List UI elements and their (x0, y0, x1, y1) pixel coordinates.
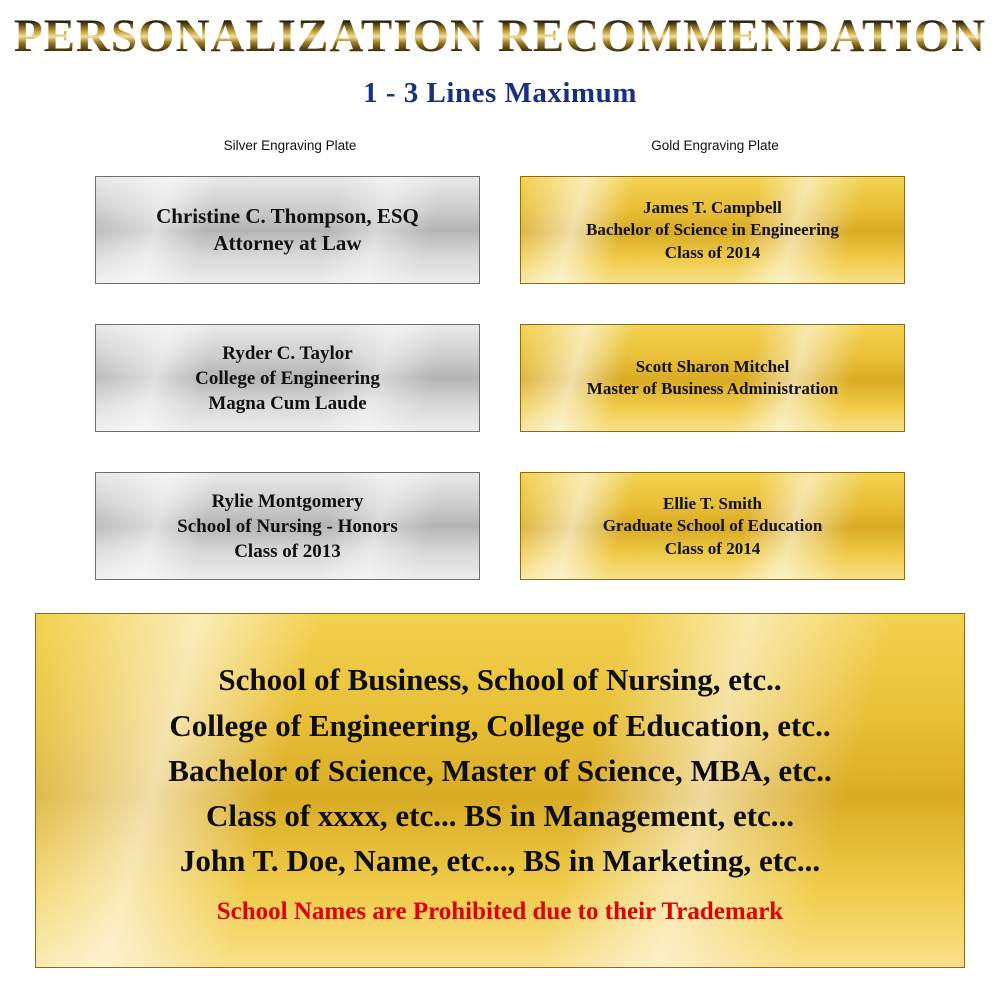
silver-plate-sample-3 (95, 472, 480, 580)
banner-line: College of Engineering, College of Education, etc.. (169, 707, 831, 743)
plate-line: Christine C. Thompson, ESQ (156, 203, 419, 228)
plate-line: Ellie T. Smith (662, 493, 763, 513)
silver-plate-sample-2 (95, 324, 480, 432)
gold-plate-sample-2 (520, 324, 905, 432)
plate-line: Master of Business Administration (586, 379, 839, 399)
plate-line: Class of 2014 (664, 242, 761, 262)
column-captions (0, 138, 1000, 160)
page-title: PERSONALIZATION RECOMMENDATION (0, 0, 1000, 61)
banner-line: Bachelor of Science, Master of Science, MBA, etc.. (168, 752, 832, 788)
plate-line: Class of 2013 (234, 540, 341, 562)
plate-line: Magna Cum Laude (208, 392, 367, 414)
silver-plate-sample-1 (95, 176, 480, 284)
silver-column-caption: Silver Engraving Plate (223, 138, 357, 154)
page-subtitle: 1 - 3 Lines Maximum (363, 77, 637, 110)
gold-plate-sample-3 (520, 472, 905, 580)
plate-line: Scott Sharon Mitchel (635, 356, 790, 376)
plate-line: College of Engineering (195, 367, 380, 389)
trademark-warning: School Names are Prohibited due to their Trademark (216, 897, 784, 925)
banner-line: School of Business, School of Nursing, etc.. (218, 662, 782, 698)
banner-line: John T. Doe, Name, etc..., BS in Marketing, etc... (179, 843, 821, 879)
sample-plates-grid (0, 166, 1000, 586)
plate-line: Bachelor of Science in Engineering (586, 220, 839, 240)
plate-line: James T. Campbell (643, 197, 782, 217)
plate-line: Class of 2014 (664, 538, 761, 558)
gold-plate-sample-1 (520, 176, 905, 284)
plate-line: Ryder C. Taylor (222, 342, 353, 364)
plate-line: Attorney at Law (213, 231, 362, 256)
plate-line: Graduate School of Education (602, 516, 823, 536)
gold-column-caption: Gold Engraving Plate (651, 138, 779, 154)
plate-line: School of Nursing - Honors (177, 515, 398, 537)
banner-line: Class of xxxx, etc... BS in Management, etc... (205, 798, 795, 834)
plate-line: Rylie Montgomery (211, 490, 364, 512)
examples-banner (35, 613, 965, 968)
